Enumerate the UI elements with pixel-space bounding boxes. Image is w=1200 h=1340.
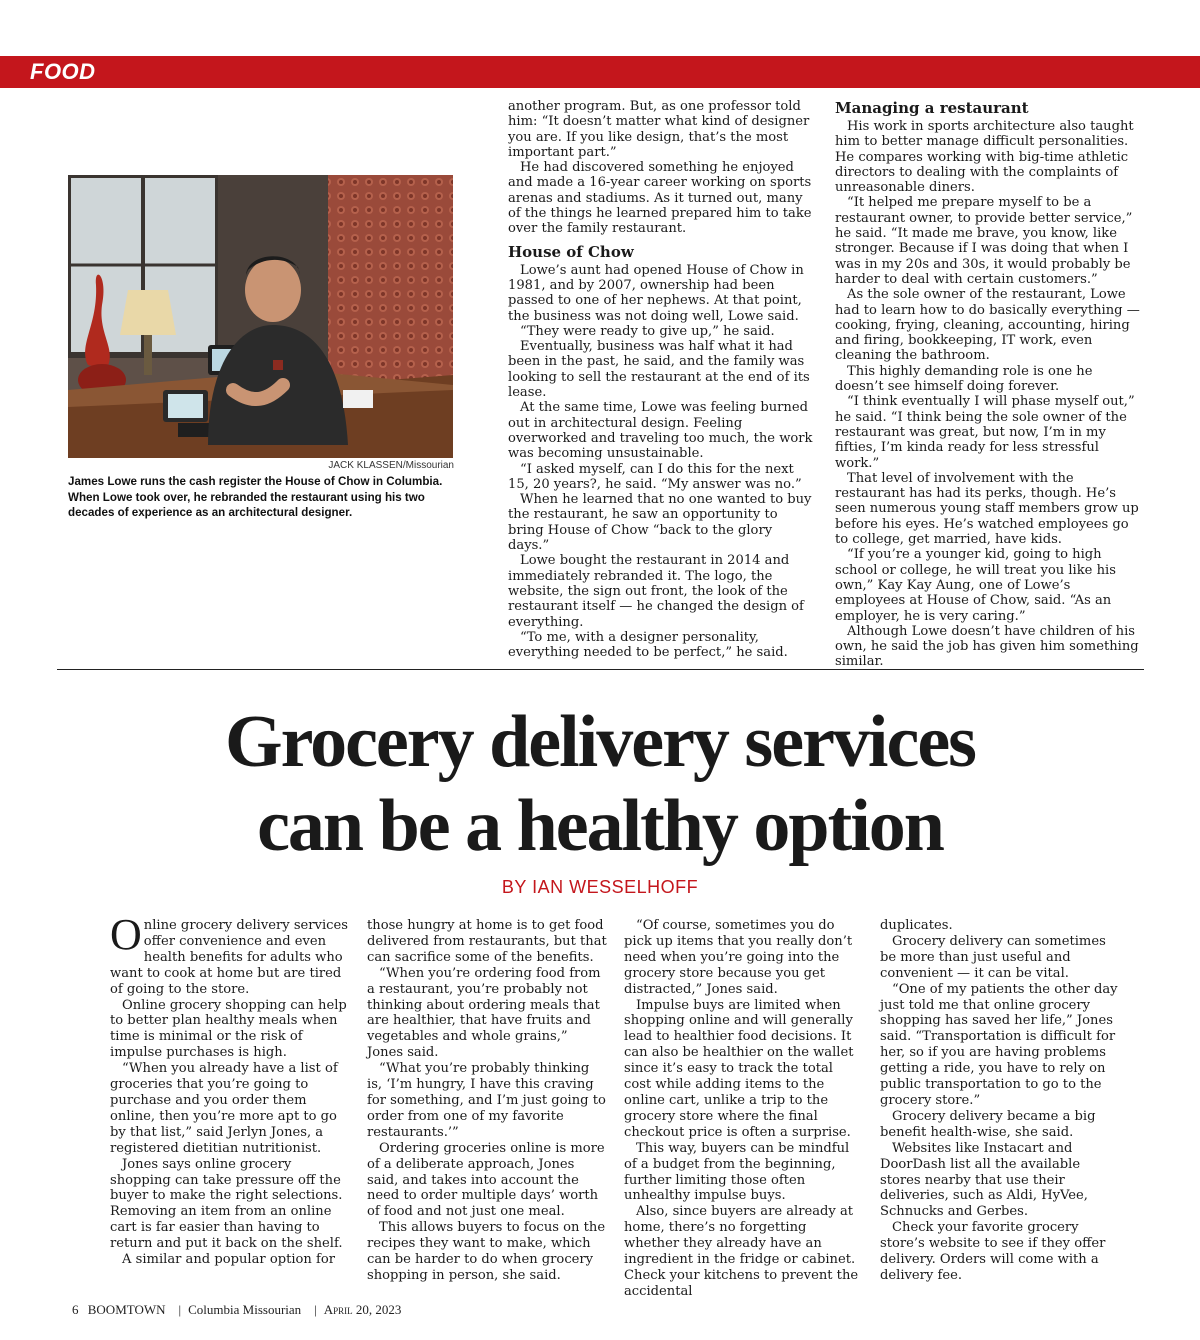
paragraph: Jones says online grocery shopping can take pressure off the buyer to make the right selections. Removing an item from an online cart is far easier than having to return and put it back on the shelf. <box>110 1156 343 1252</box>
article-column-4 <box>880 918 1120 1284</box>
newspaper-name: Columbia Missourian <box>188 1302 302 1317</box>
paragraph: Eventually, business was half what it had been in the past, he said, and the family was looking to sell the restaurant at the end of its lease. <box>508 339 810 401</box>
lead-text: nline grocery delivery services offer convenience and even health benefits for adults who want to cook at home but are tired of going to the store. <box>110 918 348 997</box>
paragraph: “When you already have a list of groceries that you’re going to purchase and you order them online, then you’re more apt to go by that list,” said Jerlyn Jones, a registered dietitian nutritionist. <box>110 1061 338 1156</box>
paragraph: “When you’re ordering food from a restaurant, you’re probably not thinking about ordering meals that are healthier, that have fruits and vegetables and whole grains,” Jones said. <box>367 965 601 1061</box>
byline: BY IAN WESSELHOFF <box>501 877 699 897</box>
paragraph: Online grocery shopping can help to better plan healthy meals when time is minimal or the risk of impulse purchases is high. <box>110 997 347 1061</box>
drop-cap: O <box>110 910 142 959</box>
paragraph: “I asked myself, can I do this for the next 15, 20 years?, he said. “My answer was no.” <box>508 461 802 492</box>
headline-line-1: Grocery delivery services <box>225 701 975 783</box>
paragraph: This way, buyers can be mindful of a budget from the beginning, further limiting those often unhealthy impulse buys. <box>624 1140 850 1204</box>
paragraph: another program. But, as one professor told him: “It doesn’t matter what kind of designer you are. If you like design, that’s the most important part.” <box>508 99 810 160</box>
paragraph: Grocery delivery became a big benefit health-wise, she said. <box>880 1108 1096 1140</box>
paragraph: As the sole owner of the restaurant, Lowe had to learn how to do basically everything — cooking, frying, cleaning, accounting, hiring and firing, bookkeeping, IT work, even cleaning the bathroom. <box>835 287 1140 364</box>
headline <box>0 700 1200 868</box>
paragraph: Check your favorite grocery store’s website to see if they offer delivery. Orders will come with a delivery fee. <box>880 1220 1106 1283</box>
article-column-1 <box>110 910 350 1268</box>
section-header-bar <box>0 56 1200 88</box>
subhead: Managing a restaurant <box>835 99 1029 117</box>
publication-date: April 20, 2023 <box>323 1302 402 1317</box>
paragraph: Also, since buyers are already at home, there’s no forgetting whether they already have an ingredient in the fridge or cabinet. Check your kitchens to prevent the accidental <box>624 1204 859 1299</box>
headline-line-2: can be a healthy option <box>257 785 943 867</box>
section-label: FOOD <box>30 59 96 84</box>
page-number: 6 <box>72 1302 79 1317</box>
paragraph: His work in sports architecture also taught him to better manage difficult personalities. He compares working with big-time athletic directors to dealing with the complaints of unreasonable diners. <box>835 119 1134 196</box>
paragraph: “What you’re probably thinking is, ‘I’m hungry, I have this craving for something, and I’m just going to order from one of my favorite restaurants.’” <box>367 1061 606 1140</box>
paragraph: Lowe’s aunt had opened House of Chow in 1981, and by 2007, ownership had been passed to one of her nephews. At that point, the business was not doing well, Lowe said. <box>508 262 804 324</box>
top-article-column-2 <box>508 99 815 660</box>
article-column-2 <box>367 918 607 1284</box>
subhead: House of Chow <box>508 242 634 261</box>
paragraph: A similar and popular option for <box>122 1252 336 1268</box>
section-divider <box>57 669 1144 670</box>
paragraph: Although Lowe doesn’t have children of his own, he said the job has given him something similar. <box>835 623 1139 670</box>
page-footer: 6 BOOMTOWN | Columbia Missourian | April 20, 2023 <box>72 1302 402 1317</box>
paragraph: “To me, with a designer personality, everything needed to be perfect,” he said. <box>508 629 788 661</box>
paragraph: Lowe bought the restaurant in 2014 and immediately rebranded it. The logo, the website, the sign out front, the look of the restaurant itself — he changed the design of everything. <box>508 553 804 630</box>
paragraph: those hungry at home is to get food delivered from restaurants, but that can sacrifice some of the benefits. <box>367 918 607 965</box>
paragraph: Websites like Instacart and DoorDash list all the available stores nearby that use their deliveries, such as Aldi, HyVee, Schnucks and Gerbes. <box>880 1140 1088 1220</box>
paragraph: Ordering groceries online is more of a deliberate approach, Jones said, and takes into account the need to order multiple days’ worth of food and not just one meal. <box>367 1140 605 1220</box>
paragraph: “If you’re a younger kid, going to high school or college, he will treat you like his own,” Kay Kay Aung, one of Lowe’s employees at House of Chow, said. “As an employer, he is very caring.” <box>835 547 1116 624</box>
article-column-3 <box>624 918 864 1300</box>
top-article-column-3 <box>835 99 1142 670</box>
paragraph: At the same time, Lowe was feeling burned out in architectural design. Feeling overworked and traveling too much, the work was becoming unsustainable. <box>508 400 813 462</box>
paragraph: He had discovered something he enjoyed and made a 16-year career working on sports arenas and stadiums. As it turned out, many of the things he learned prepared him to take over the family restaurant. <box>508 160 812 237</box>
paragraph: This highly demanding role is one he doesn’t see himself doing forever. <box>835 363 1093 395</box>
lead-paragraph <box>110 910 350 998</box>
paragraph: This allows buyers to focus on the recipes they want to make, which can be harder to do when grocery shopping in person, she said. <box>367 1220 606 1283</box>
paragraph: Grocery delivery can sometimes be more than just useful and convenient — it can be vital. <box>880 933 1106 981</box>
paragraph: duplicates. <box>880 918 953 933</box>
paragraph: “One of my patients the other day just told me that online grocery shopping has saved her life,” Jones said. “Transportation is difficult for her, so if you are having problems getting a ride, you have to rely on public transportation to go to the grocery store.” <box>880 981 1118 1108</box>
article-photo <box>68 175 453 458</box>
paragraph: “Of course, sometimes you do pick up items that you really don’t need when you’re going into the grocery store because you get distracted,” Jones said. <box>624 918 853 997</box>
publication-section: BOOMTOWN <box>87 1302 166 1317</box>
paragraph: “I think eventually I will phase myself out,” he said. “I think being the sole owner of the restaurant was great, but now, I’m in my fifties, I’m kinda ready for less stressful work.” <box>835 394 1135 471</box>
paragraph: When he learned that no one wanted to buy the restaurant, he saw an opportunity to bring House of Chow “back to the glory days.” <box>508 492 812 554</box>
paragraph: That level of involvement with the restaurant has had its perks, though. He’s seen numerous young staff members grow up before his eyes. He’s watched employees go to college, get married, have kids. <box>835 470 1139 548</box>
paragraph: Impulse buys are limited when shopping online and will generally lead to healthier food decisions. It can also be healthier on the wallet since it’s easy to track the total cost while adding items to the online cart, unlike a trip to the grocery store where the final checkout price is often a surprise. <box>624 997 854 1140</box>
photo-caption: James Lowe runs the cash register the House of Chow in Columbia. When Lowe took over, he rebranded the restaurant using his two decades of experience as an architectural designer. <box>68 475 443 519</box>
paragraph: “It helped me prepare myself to be a restaurant owner, to provide better service,” he said. “It made me brave, you know, like stronger. Because if I was doing that when I was in my 20s and 30s, it would probably be harder to deal with certain customers.” <box>835 195 1133 287</box>
photo-credit: JACK KLASSEN/Missourian <box>328 460 454 471</box>
paragraph: “They were ready to give up,” he said. <box>520 323 775 339</box>
